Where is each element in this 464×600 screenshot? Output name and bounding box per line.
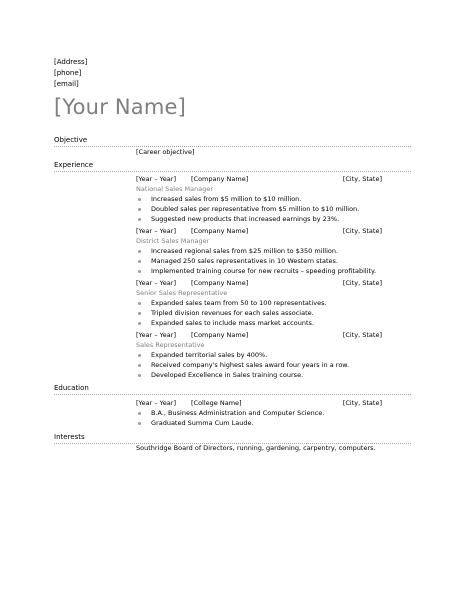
bullet-text: Increased regional sales from $25 million to $350 million. <box>151 247 339 255</box>
education-header <box>136 399 382 408</box>
contact-block <box>54 57 87 90</box>
job-bullets <box>136 298 382 328</box>
interests-text: Southridge Board of Directors, running, gardening, carpentry, computers. <box>136 444 376 452</box>
list-item <box>136 408 382 418</box>
job-bullets <box>136 246 382 276</box>
education-bullets <box>136 408 382 428</box>
job-entry-4 <box>136 331 382 380</box>
job-location: [City, State] <box>342 331 382 339</box>
list-item <box>136 194 382 204</box>
job-entry-3 <box>136 279 382 328</box>
objective-section <box>54 136 411 145</box>
career-objective-text: [Career objective] <box>136 148 195 156</box>
job-title: Sales Representative <box>136 341 205 349</box>
objective-heading-label: Objective <box>54 136 88 144</box>
list-item <box>136 308 382 318</box>
bullet-dot-icon <box>138 364 141 367</box>
job-title: Senior Sales Representative <box>136 289 228 297</box>
interests-content <box>136 444 396 453</box>
job-header <box>136 331 382 340</box>
job-location: [City, State] <box>342 227 382 235</box>
job-company: [Company Name] <box>191 175 249 183</box>
list-item <box>136 246 382 256</box>
job-header <box>136 279 382 288</box>
bullet-text: B.A., Business Administration and Computer Science. <box>151 409 325 417</box>
job-header <box>136 227 382 236</box>
bullet-text: Expanded territorial sales by 400%. <box>151 351 268 359</box>
section-divider <box>54 171 411 172</box>
education-years: [Year – Year] <box>136 399 176 407</box>
education-location: [City, State] <box>342 399 382 407</box>
address-text: [Address] <box>54 58 88 66</box>
bullet-text: Managed 250 sales representatives in 10 Western states. <box>151 257 338 265</box>
experience-heading <box>54 161 411 170</box>
bullet-dot-icon <box>138 208 141 211</box>
experience-heading-label: Experience <box>54 161 94 169</box>
bullet-text: Doubled sales per representative from $5 million to $10 million. <box>151 205 360 213</box>
job-header <box>136 175 382 184</box>
objective-heading <box>54 136 411 145</box>
interests-section <box>54 433 411 442</box>
bullet-dot-icon <box>138 250 141 253</box>
bullet-text: Suggested new products that increased earnings by 23%. <box>151 215 340 223</box>
list-item <box>136 350 382 360</box>
bullet-text: Developed Excellence in Sales training course. <box>151 371 304 379</box>
job-bullets <box>136 194 382 224</box>
bullet-text: Graduated Summa Cum Laude. <box>151 419 254 427</box>
experience-section <box>54 161 411 170</box>
bullet-text: Implemented training course for new recruits – speeding profitability. <box>151 267 377 275</box>
job-company: [Company Name] <box>191 331 249 339</box>
bullet-text: Received company's highest sales award four years in a row. <box>151 361 350 369</box>
bullet-dot-icon <box>138 412 141 415</box>
bullet-dot-icon <box>138 422 141 425</box>
bullet-dot-icon <box>138 260 141 263</box>
list-item <box>136 266 382 276</box>
interests-heading-label: Interests <box>54 433 85 441</box>
bullet-text: Tripled division revenues for each sales associate. <box>151 309 314 317</box>
job-years: [Year – Year] <box>136 175 176 183</box>
list-item <box>136 214 382 224</box>
bullet-dot-icon <box>138 322 141 325</box>
job-entry-2 <box>136 227 382 276</box>
bullet-text: Expanded sales to include mass market accounts. <box>151 319 314 327</box>
list-item <box>136 298 382 308</box>
bullet-text: Expanded sales team from 50 to 100 representatives. <box>151 299 327 307</box>
education-heading-label: Education <box>54 384 89 392</box>
education-section <box>54 384 411 393</box>
list-item <box>136 418 382 428</box>
job-title: National Sales Manager <box>136 185 214 193</box>
list-item <box>136 318 382 328</box>
college-name: [College Name] <box>191 399 242 407</box>
list-item <box>136 360 382 370</box>
bullet-dot-icon <box>138 312 141 315</box>
your-name-heading: [Your Name] <box>54 95 187 119</box>
bullet-dot-icon <box>138 270 141 273</box>
education-entry <box>136 399 382 428</box>
list-item <box>136 204 382 214</box>
section-divider <box>54 146 411 147</box>
bullet-dot-icon <box>138 302 141 305</box>
email-text: [email] <box>54 80 79 88</box>
job-bullets <box>136 350 382 380</box>
list-item <box>136 256 382 266</box>
job-title: District Sales Manager <box>136 237 210 245</box>
objective-content <box>136 148 382 157</box>
bullet-dot-icon <box>138 354 141 357</box>
job-company: [Company Name] <box>191 279 249 287</box>
job-years: [Year – Year] <box>136 331 176 339</box>
bullet-dot-icon <box>138 198 141 201</box>
phone-text: [phone] <box>54 69 82 77</box>
bullet-dot-icon <box>138 218 141 221</box>
job-entry-1 <box>136 175 382 224</box>
bullet-text: Increased sales from $5 million to $10 million. <box>151 195 302 203</box>
education-heading <box>54 384 411 393</box>
section-divider <box>54 394 411 395</box>
job-company: [Company Name] <box>191 227 249 235</box>
job-location: [City, State] <box>342 279 382 287</box>
interests-heading <box>54 433 411 442</box>
job-years: [Year – Year] <box>136 279 176 287</box>
job-location: [City, State] <box>342 175 382 183</box>
list-item <box>136 370 382 380</box>
bullet-dot-icon <box>138 374 141 377</box>
job-years: [Year – Year] <box>136 227 176 235</box>
